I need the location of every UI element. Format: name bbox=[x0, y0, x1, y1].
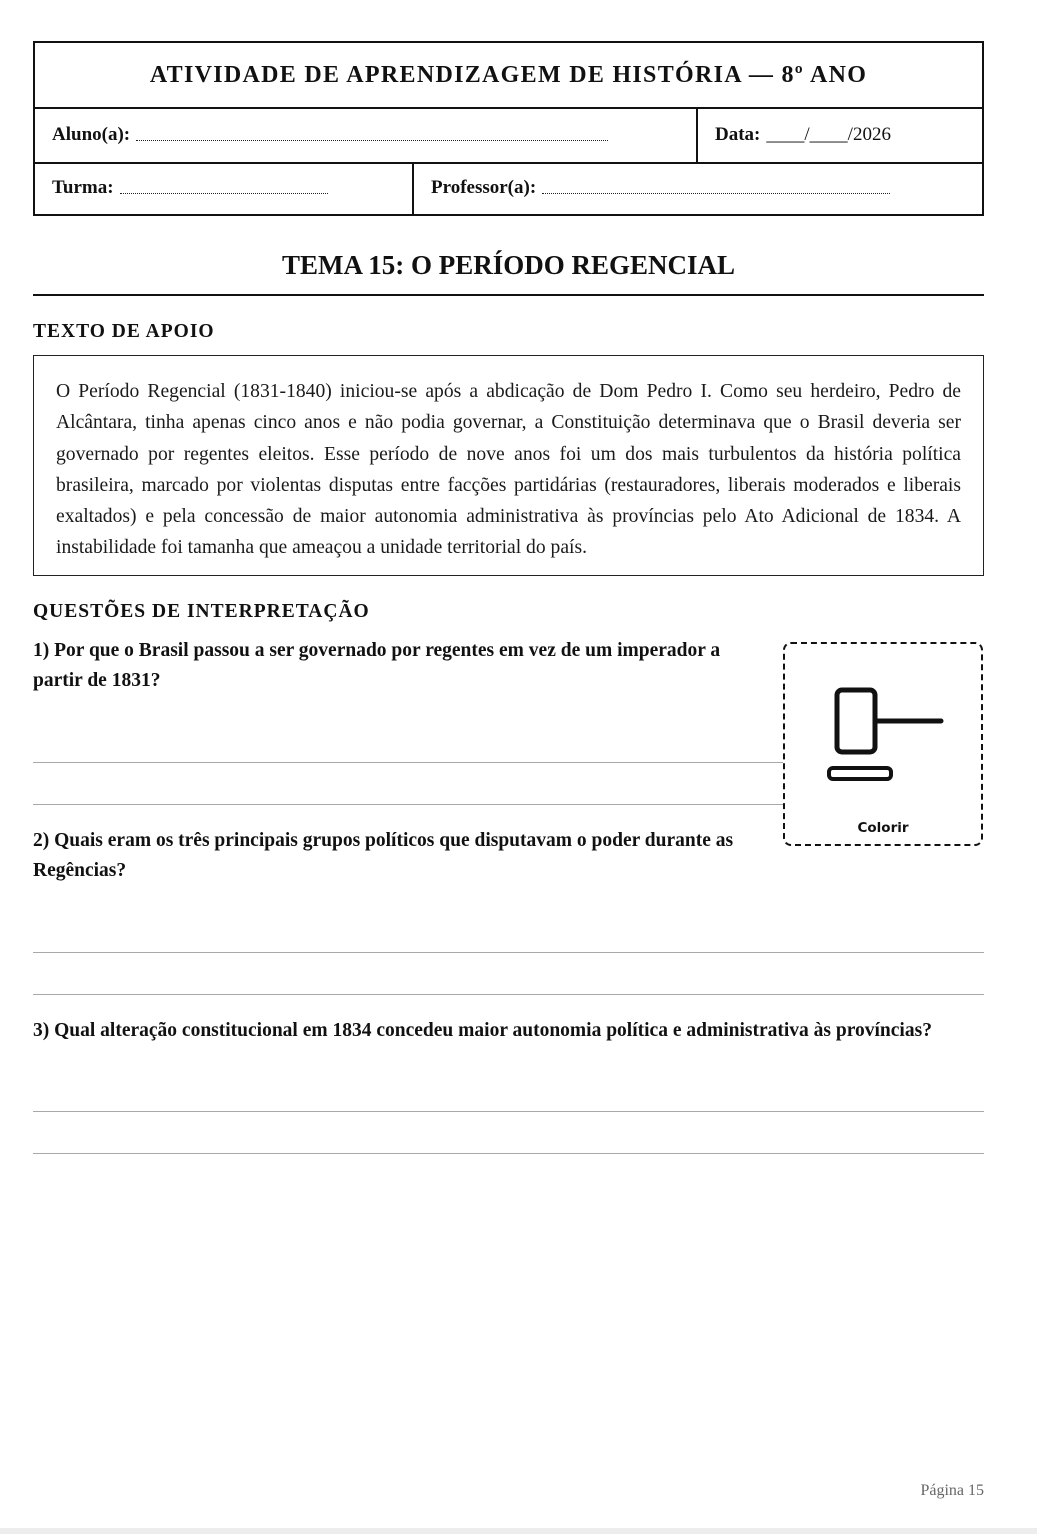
questions-heading: QUESTÕES DE INTERPRETAÇÃO bbox=[33, 601, 370, 622]
answer-line[interactable] bbox=[33, 952, 984, 953]
date-field[interactable]: ____/____/2026 bbox=[766, 123, 891, 145]
coloring-box bbox=[783, 642, 983, 846]
student-name-field[interactable] bbox=[136, 139, 608, 141]
student-label: Aluno(a): bbox=[52, 123, 131, 145]
gavel-icon bbox=[819, 680, 949, 790]
date-label: Data: bbox=[715, 123, 761, 145]
answer-line[interactable] bbox=[33, 994, 984, 995]
support-text-box: O Período Regencial (1831-1840) iniciou-se após a abdicação de Dom Pedro I. Como seu herdeiro, Pedro de Alcântara, tinha apenas cinco anos e não podia governar, a Constituição determinava que o Brasil deveria ser governado por regentes eleitos. Esse período de nove anos foi um dos mais turbulentos da história política brasileira, marcado por violentas disputas entre facções partidárias (restauradores, liberais moderados e liberais exaltados) e pela concessão de maior autonomia administrativa às províncias pelo Ato Adicional de 1834. A instabilidade foi tamanha que ameaçou a unidade territorial do país. bbox=[33, 355, 984, 576]
class-label: Turma: bbox=[52, 177, 114, 198]
answer-line[interactable] bbox=[33, 1153, 984, 1154]
header-row-student bbox=[35, 107, 982, 164]
header-row-class bbox=[35, 162, 982, 214]
answer-line[interactable] bbox=[33, 1111, 984, 1112]
question-3: 3) Qual alteração constitucional em 1834 concedeu maior autonomia política e administrativa às províncias? bbox=[33, 1020, 932, 1041]
date-cell bbox=[698, 107, 984, 162]
question-2: 2) Quais eram os três principais grupos políticos que disputavam o poder durante as Regências? bbox=[33, 830, 734, 881]
answer-line[interactable] bbox=[33, 762, 785, 763]
support-heading: TEXTO DE APOIO bbox=[33, 321, 215, 342]
coloring-caption: Colorir bbox=[857, 820, 909, 836]
theme-title: TEMA 15: O PERÍODO REGENCIAL bbox=[281, 250, 736, 280]
teacher-field[interactable] bbox=[542, 192, 890, 194]
class-field[interactable] bbox=[120, 192, 328, 194]
student-cell bbox=[35, 107, 698, 162]
class-cell bbox=[35, 162, 414, 214]
activity-title: ATIVIDADE DE APRENDIZAGEM DE HISTÓRIA — 8º ANO bbox=[35, 43, 982, 109]
answer-line[interactable] bbox=[33, 804, 785, 805]
page-bottom-edge bbox=[0, 1528, 1037, 1534]
theme-divider bbox=[33, 294, 984, 296]
question-1: 1) Por que o Brasil passou a ser governado por regentes em vez de um imperador a partir de 1831? bbox=[33, 640, 721, 691]
teacher-label: Professor(a): bbox=[431, 177, 537, 198]
header-table bbox=[33, 41, 984, 216]
page-number: Página 15 bbox=[920, 1482, 984, 1499]
teacher-cell bbox=[414, 162, 984, 214]
